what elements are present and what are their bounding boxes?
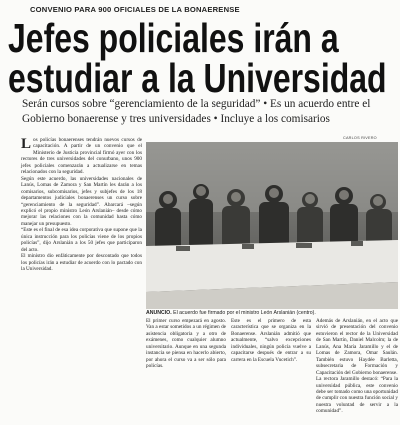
body-paragraph: La rectora Jaramillo destacó: “Para la universidad pública, este convenio debe ser tomado como una oportunidad de cumplir con nuestra función social y nuestra voluntad de servir a la comunidad”. [316,376,398,415]
body-paragraph [21,137,142,176]
caption-label: ANUNCIO. [146,310,172,316]
photo-illustration [146,142,398,309]
caption-text: El acuerdo fue firmado por el ministro León Arslanián (centro). [173,310,316,316]
headline-line-2: estudiar a la Universidad [8,55,387,101]
body-column-1 [21,137,142,273]
body-paragraph-text: os policías bonaerenses tendrán nuevos cursos de capacitación. A partir de un convenio que el Ministerio de Justicia provincial firmó ayer con los rectores de tres universidades del conurbano, unos 900 jefes policiales comenzarán a actualizarse en temas relacionados con la seguridad. [21,137,142,176]
body-column-3 [231,318,311,363]
body-paragraph: El ministro dio enfáticamente por descontado que todos los policías irán a estudiar de acuerdo con lo pactado con la Universidad. [21,253,142,273]
body-column-2 [146,318,226,370]
body-paragraph: Según este acuerdo, las universidades nacionales de Lanús, Lomas de Zamora y San Martín les darán a los comisarios, subcomisarios, jefes y subjefes de los 18 departamentos judiciales bonaerenses un curso sobre “gerenciamiento de la seguridad”. Abarcará –según explicó el propio ministro León Arslanián– desde cómo mejorar las relaciones con la comunidad hasta cómo manejar un presupuesto. [21,175,142,227]
drop-cap: L [21,136,32,152]
kicker: CONVENIO PARA 900 OFICIALES DE LA BONAERENSE [30,5,240,14]
photo-credit: CARLOS RIVERO [343,136,377,140]
photo-caption [146,310,398,316]
headline [8,15,387,101]
body-paragraph: “Este es el final de esa idea corporativa que supone que la única instrucción para los policías viene de los propios policías”, dijo Arslanián a los 50 jefes que participaron del acto. [21,227,142,253]
headline-line-1: Jefes policiales irán a [8,15,339,61]
news-photo [146,142,398,309]
body-paragraph: El primer curso empezará en agosto. Van a estar sometidos a un régimen de asistencia obligatoria y a otro de exámenes, como cualquier alumno universitario. Aunque en una segunda instancia se piensa en hacerlo abierto, por ahora el curso va a ser sólo para policías. [146,318,226,370]
body-column-4 [316,318,398,415]
body-paragraph: Además de Arslanián, en el acto que sirvió de presentación del convenio estuvieron el rector de la Universidad de San Martín, Daniel Malcolm; la de Lanús, Ana María Jaramillo y el de Lomas de Zamora, Omar Saulán. También estuvo Haydée Barletta, subsecretaria de Formación y Capacitación del Gobierno bonaerense. [316,318,398,376]
deck: Serán cursos sobre “gerenciamiento de la seguridad” • Es un acuerdo entre el Gobierno bonaerense y tres universidades • Incluye a los comisarios [22,98,371,125]
body-paragraph: Este es el primero de esta característica que se organiza en la Bonaerense. Arslanián admitió que actualmente, “salvo excepciones individuales, ningún policía vuelve a capacitarse después de entrar a su carrera en la Escuela Vucetich”. [231,318,311,363]
